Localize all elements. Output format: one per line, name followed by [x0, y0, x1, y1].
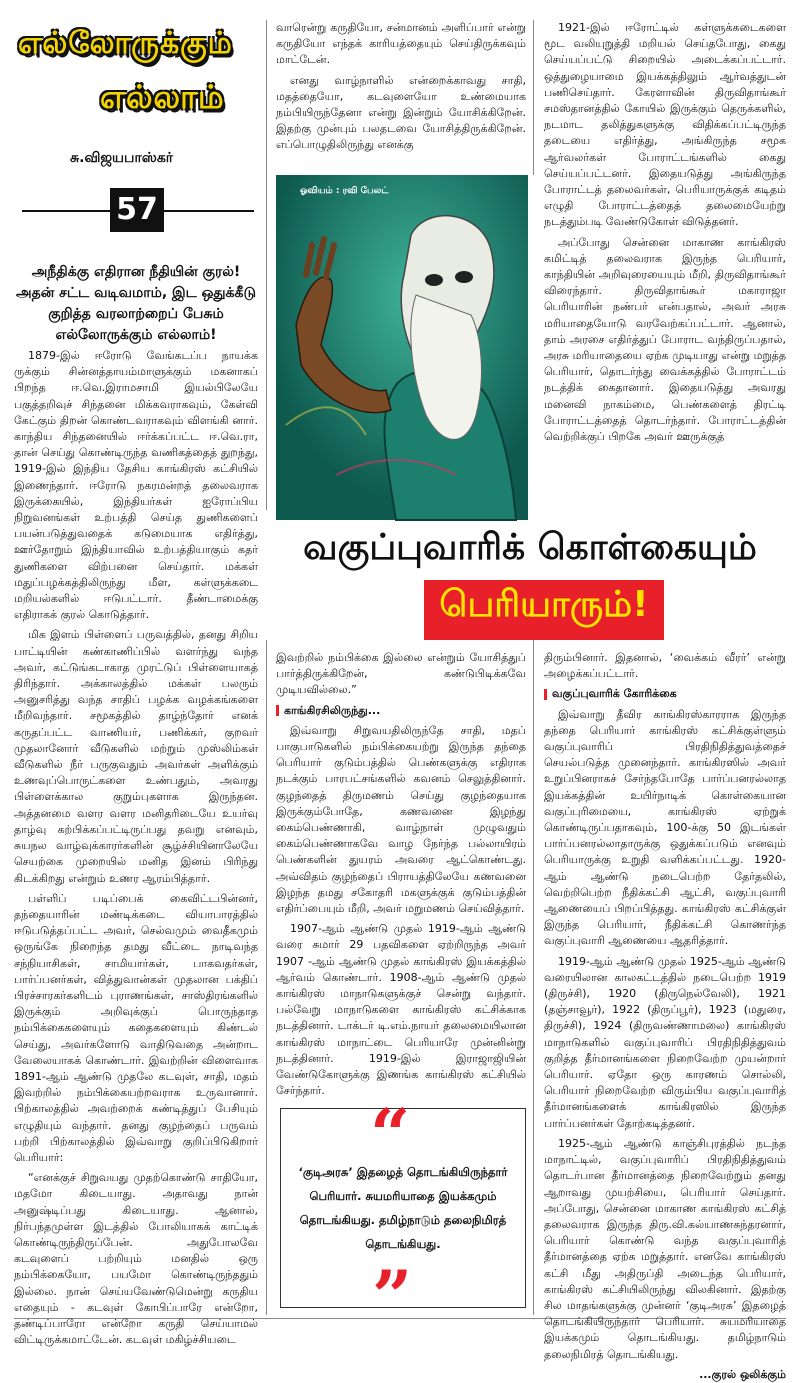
- article-paragraph: மிக இளம் பிள்ளைப் பருவத்தில், தனது சிறிய பாட்டியின் கண்காணிப்பில் வளர்ந்து வந்த அவர், கட்டுங்கடாகாத முரட்டுப் பிள்ளையாகத் திரிந்தார். அக்காலத்தில் மக்கள் பலரும் அனுசரித்து வந்த சாதிப் பழக்க வழக்கங்களை மீறிவந்தார். சமூகத்தில் தாழ்ந்தோர் எனக் கருதப்பட்ட வாணியர், பணிக்கர், குறவர் முதலானோர் வீடுகளில் மற்றும் முஸ்லிம்கள் வீடுகளில் நீர் பருகுவதும் அவர்கள் அளிக்கும் உணவுப்பொருட்களை உண்பதும், அவரது பிள்ளைக்கால குறும்புகளாக இருந்தன. அத்தனமை வளர வளர மனிதரிடையே உயர்வு தாழ்வு கற்பிக்கப்பட்டிருப்பது தவறு எனவும், சுயநல வாழ்வுக்காரர்களின் சூழ்ச்சியினாலேயே செயற்கை முறையில் மனித இனம் பிரிந்து கிடக்கிறது என்றும் உணர ஆரம்பித்தார்.: [14, 628, 258, 885]
- article-column-1: [14, 348, 258, 1347]
- author-byline: சு.விஜயபாஸ்கர்: [70, 150, 174, 166]
- close-quote-icon: ”: [372, 1255, 413, 1338]
- section-subheading: [276, 703, 526, 719]
- article-paragraph: பள்ளிப் படிப்பைக் கைவிட்டபின்னர், தந்தையாரின் மண்டிக்கடை வியாபாரத்தில் ஈடுபடுத்தப்பட்ட அவர், செல்வமும் வைதீகமும் ஒருங்கே நிறைந்த தமது வீட்டை நாடிவந்த சந்நியாசிகள், சாமியார்கள், பாகவதர்கள், பார்ப்பனர்கள், வித்துவான்கள் முதலான பக்திப் பிரச்சாரகர்களிடம் புராணங்கள், சாஸ்திரங்களில் இருக்கும் அறிவுக்குப் பொருந்தாத நம்பிக்கைகளையும் கதைகளையும் கிண்டல் செய்து, அவர்களோடு வாதிடுவதை அன்றாட வேலையாகக் கொண்டார். இவற்றின் விளைவாக 1891-ஆம் ஆண்டு முதலே கடவுள், சாதி, மதம் இவற்றில் நம்பிக்கையற்றவராக உருவானார். பிற்காலத்தில் அவற்றைக் கண்டித்துப் பேசியும் எழுதியும் வந்தார். தனது குழந்தைப் பருவம் பற்றி பிற்காலத்தில் இவ்வாறு குறிப்பிடுகிறார் பெரியார்:: [14, 891, 258, 1164]
- subheading-marker: [276, 705, 279, 716]
- illustration-credit: ஓவியம் : ரவி பேலட்: [300, 186, 389, 196]
- article-paragraph: 1921-இல் ஈரோட்டில் கள்ளுக்கடைகளை மூட வலியுறுத்தி மறியல் செய்தபோது, கைது செய்யப்பட்டு சிறையில் அடைக்கப்பட்டார். ஒத்துழையாமை இயக்கத்திலும் ஆர்வத்துடன் பணிசெய்தார். கேரளாவின் திருவிதாங்கூர் சமஸ்தானத்தில் கோயில் இருக்கும் தெருக்களில், நடமாட தலித்துகளுக்கு விதிக்கப்பட்டிருந்த தடையை எதிர்த்து, அங்கிருந்த சமூக ஆர்வலர்கள் போராட்டங்களில் கைது செய்யப்பட்டனர். இதையடுத்து அங்கிருந்த போராட்டத் தலைவர்கள், பெரியாருக்குக் கடிதம் எழுதி போராட்டத்தைத் தலைமையேற்று நடத்தும்படி வேண்டுகோள் விடுத்தனர்.: [544, 21, 786, 229]
- continuation-note: ...குரல் ஒலிக்கும்: [699, 1367, 786, 1381]
- article-paragraph: 1925-ஆம் ஆண்டு காஞ்சிபுரத்தில் நடந்த மாநாட்டில், வகுப்புவாரிப் பிரதிநிதித்துவம் தொடர்பான தீர்மானத்தை நிறைவேற்றும் தனது ஆறாவது முயற்சியை, பெரியார் செய்தார். அப்போது, சென்னை மாகாண காங்கிரஸ் கட்சித் தலைவராக இருந்த திரு.வி.கல்யாணசுந்தரனார், பெரியார் கொண்டு வந்த வகுப்புவாரித் தீர்மானத்தை ஏற்க மறுத்தார். எனவே காங்கிரஸ் கட்சி மீது அதிருப்தி அடைந்த பெரியார், காங்கிரஸ் கட்சியிலிருந்து விலகினார். இதற்கு சில மாதங்களுக்கு முன்னர் ‘குடிஅரசு’ இதழைத் தொடங்கியிருந்தார் பெரியார். சுயமரியாதை இயக்கமும் தொடங்கியது. தமிழ்நாடும் தலைநிமிரத் தொடங்கியது.: [544, 1136, 786, 1361]
- pull-quote-text: ‘குடிஅரசு’ இதழைத் தொடங்கியிருந்தார் பெரியார். சுயமரியாதை இயக்கமும் தொடங்கியது. தமிழ்நாடும் தலைநிமிரத் தொடங்கியது.: [298, 1165, 508, 1251]
- open-quote-icon: “: [370, 1093, 411, 1176]
- episode-number: 57: [110, 188, 164, 232]
- column-divider: [533, 640, 534, 1315]
- article-paragraph: 1907-ஆம் ஆண்டு முதல் 1919-ஆம் ஆண்டு வரை சுமார் 29 பதவிகளை ஏற்றிருந்த அவர் 1907 -ஆம் ஆண்டு முதல் காங்கிரஸ் இயக்கத்தில் ஆர்வம் கொண்டார். 1908-ஆம் ஆண்டு முதல் காங்கிரஸ் மாநாடுகளுக்குச் சென்று வந்தார். பல்வேறு மாநாடுகளை காங்கிரஸ் கட்சிக்காக நடத்தினார். டாக்டர் டி.எம்.நாயர் தலைமையிலான காங்கிரஸ் மாநாட்டை பெரியாரே முன்னின்று நடத்தினார். 1919-இல் இராஜாஜியின் வேண்டுகோளுக்கு இணங்க காங்கிரஸ் கட்சியில் சேர்ந்தார்.: [276, 922, 526, 1098]
- article-column-3-top: [544, 20, 786, 518]
- subheading-text: காங்கிரசிலிருந்து...: [284, 703, 381, 717]
- article-paragraph: இவ்வாறு தீவிர காங்கிரஸ்காரராக இருந்த தந்தை பெரியார் காங்கிரஸ் கட்சிக்குள்ளும் வகுப்புவாரிப் பிரதிநிதித்துவத்தைச் செயல்படுத்த முனைந்தார். காங்கிரஸில் அவர் உறுப்பினராகச் சேர்ந்தபோதே பார்ப்பனரல்லாத இயக்கத்தின் உயிர்நாடிக் கொள்கையான வகுப்புரிமையை, காங்கிரஸ் ஏற்றுக் கொண்டிருப்பதாகவும், 100-க்கு 50 இடங்கள் பார்ப்பனரல்லாதாருக்கு ஒதுக்கப்படும் எனவும் பெரியாருக்கு உறுதி வளிக்கப்பட்டது. 1920-ஆம் ஆண்டு நடைபெற்ற தேர்தலில், வெற்றிபெற்ற நீதிக்கட்சி ஆட்சி, வகுப்புவாரி ஆணையைப் பிறப்பித்தது. காங்கிரஸ் கட்சிக்குள் இருந்த பெரியார், நீதிக்கட்சி கொணர்ந்த வகுப்புவாரி ஆணையை ஆதரித்தார்.: [544, 707, 786, 948]
- article-paragraph: எனது வாழ்நாளில் என்றைக்காவது சாதி, மதத்தையோ, கடவுளையோ உண்மையாக நம்பியிருந்தேனா என்று இன்றும் யோசிக்கிறேன். இதற்கு முன்பும் பலதடவை யோசித்திருக்கிறேன். எப்பொழுதிலிருந்து எனக்கு: [276, 73, 526, 152]
- logo-line-1: எல்லோருக்கும்: [18, 26, 233, 61]
- subheading-text: வகுப்புவாரிக் கோரிக்கை: [552, 687, 677, 701]
- article-paragraph: “எனக்குச் சிறுவயது முதற்கொண்டு சாதியோ, மதமோ கிடையாது. அதாவது நான் அனுஷ்டிப்பது கிடையாது. ஆனால், நிர்பந்தமுள்ள இடத்தில் போலியாகக் காட்டிக் கொண்டிருந்திருப்பேன். அதுபோலவே கடவுளைப் பற்றியும் மனதில் ஒரு நம்பிக்கையோ, பயமோ கொண்டிருந்ததும் இல்லை. நான் செய்யவேண்டுமென்று கருதிய எதையும் - கடவுள் கோபிப்பாரே என்றோ, தண்டிப்பாரோ என்றோ கருதி செய்யாமல் விட்டிருக்கமாட்டேன். கடவுள் மகிழ்ச்சியடை: [14, 1171, 258, 1347]
- article-paragraph: இவற்றில் நம்பிக்கை இல்லை என்றும் யோசித்துப் பார்த்திருக்கிறேன், கண்டுபிடிக்கவே முடியவில்லை.”: [276, 651, 526, 697]
- article-paragraph: 1879-இல் ஈரோடு வேங்கடப்ப நாயக்க ருக்கும் சின்னத்தாயம்மாளுக்கும் மகனாகப் பிறந்த ஈ.வெ.இராமசாமி இயல்பிலேயே பகுத்தறிவுச் சிந்தனை மிக்கவராகவும், கேள்வி கேட்கும் திறன் கொண்டவராகவும் விளங்கி னார். காந்திய சிந்தனையில் ஈர்க்கப்பட்ட ஈ.வெ.ரா, தான் செய்து கொண்டிருந்த வணிகத்தைத் துறந்து, 1919-இல் இந்திய தேசிய காங்கிரஸ் கட்சியில் இணைந்தார். ஈரோடு நகரமன்றத் தலைவராக இருக்கையில், இந்தியர்கள் ஐரோப்பிய நிறுவனங்கள் உற்பத்தி செய்த துணிகளைப் பயன்படுத்துவதைக் கடுமையாக எதிர்த்து, ஊர்தோறும் இந்தியாவில் உற்பத்தியாகும் கதர் துணிகளை விற்பனை செய்தார். மக்கள் மதுப்பழக்கத்திலிருந்து மீள, கள்ளுக்கடை மறியல்களில் ஈடுபட்டார். தீண்டாமைக்கு எதிராகக் குரல் கொடுத்தார்.: [14, 349, 258, 622]
- column-divider: [533, 20, 534, 175]
- article-paragraph: அப்போது சென்னை மாகாண காங்கிரஸ் கமிட்டித் தலைவராக இருந்த பெரியார், காந்தியின் அறிவுரையையும் மீறி, திருவிதாங்கூர் விரைந்தார். திருவிதாங்கூர் மகாராஜா பெரியாரின் நண்பர் என்பதால், அவர் அரசு மரியாதையோடு வரவேற்கப்பட்டார். ஆனால், தாம் அரசை எதிர்த்துப் போராட வந்திருப்பதால், அரசு மரியாதையை ஏற்க முடியாது என்று மறுத்த பெரியார், தொடர்ந்து வைக்கத்தில் போராட்டம் நடத்திக் கைதானார். இதையடுத்து அவரது மனைவி நாகம்மை, பெண்களைத் திரட்டி போராட்டத்தைத் தொடர்ந்தார். போராட்டத்தின் வெற்றிக்குப் பிறகே அவர் ஊருக்குத்: [544, 235, 786, 444]
- headline-line-1: வகுப்புவாரிக் கொள்கையும்: [303, 527, 757, 568]
- article-column-3-bottom: [544, 650, 786, 1381]
- section-subheading: [544, 686, 786, 702]
- column-logo: [14, 22, 254, 132]
- article-column-2-top: [276, 20, 526, 170]
- column-divider: [266, 20, 267, 510]
- logo-line-2: எல்லாம்: [100, 78, 225, 116]
- column-tagline: அநீதிக்கு எதிரான நீதியின் குரல்! அதன் சட்ட வடிவமாம், இட ஒதுக்கீடு குறித்த வரலாற்றைப் பேசும் எல்லோருக்கும் எல்லாம்!: [16, 264, 256, 343]
- portrait-art: [276, 175, 528, 520]
- article-paragraph: திரும்பினார். இதனால், ‘வைக்கம் வீரர்’ என்று அழைக்கப்பட்டார்.: [544, 651, 786, 681]
- subheading-marker: [544, 689, 547, 700]
- article-paragraph: இவ்வாறு சிறுவயதிலிருந்தே சாதி, மதப் பாகுபாடுகளில் நம்பிக்கையற்று இருந்த தந்தை பெரியார் குடும்பத்தில் பெண்களுக்கு எதிராக நடக்கும் பாரபட்சங்களில் கவனம் செலுத்தினார். குழந்தைத் திருமணம் செய்து குழந்தையாக இருக்கும்போதே, கணவனை இழந்து கைம்பெண்ணாகி, வாழ்நாள் முழுவதும் கைம்பெண்ணாகவே வாழ நேர்ந்த பல்லாயிரம் பெண்களின் துயரம் அவரை ஆட்கொண்டது. அவ்விதம் குழந்தைப் பிராயத்திலேயே கணவனை இழந்த தமது சகோதரி மகளுக்குக் குடும்பத்தின் எதிர்ப்பையும் மீறி, அவர் மறுமணம் செய்வித்தார்.: [276, 723, 526, 916]
- periyar-illustration: [276, 175, 528, 520]
- column-divider: [266, 640, 267, 1315]
- article-paragraph: 1919-ஆம் ஆண்டு முதல் 1925-ஆம் ஆண்டு வரையிலான காலகட்டத்தில் நடைபெற்ற 1919 (திருச்சி), 1920 (திருநெல்வேலி), 1921 (தஞ்சாவூர்), 1922 (திருப்பூர்), 1923 (மதுரை, திருச்சி), 1924 (திருவண்ணாமலை) காங்கிரஸ் மாநாடுகளில் வகுப்புவாரிப் பிரதிநிதித்துவம் குறித்த தீர்மானங்களை நிறைவேற்ற முயன்றார் பெரியார். ஏதோ ஒரு காரணம் சொல்லி, பெரியார் நிறைவேற்ற விரும்பிய வகுப்புவாரித் தீர்மானங்களைக் காங்கிரஸில் இருந்த பார்ப்பனர்கள் தோற்கடித்தனர்.: [544, 954, 786, 1130]
- article-column-2-bottom: [276, 650, 526, 1100]
- article-paragraph: வாரென்று கருதியோ, சன்மானம் அளிப்பார் என்று கருதியோ எந்தக் காரியத்தையும் செய்திருக்கவும் மாட்டேன்.: [276, 21, 526, 67]
- headline-line-2: பெரியாரும்!: [439, 584, 649, 625]
